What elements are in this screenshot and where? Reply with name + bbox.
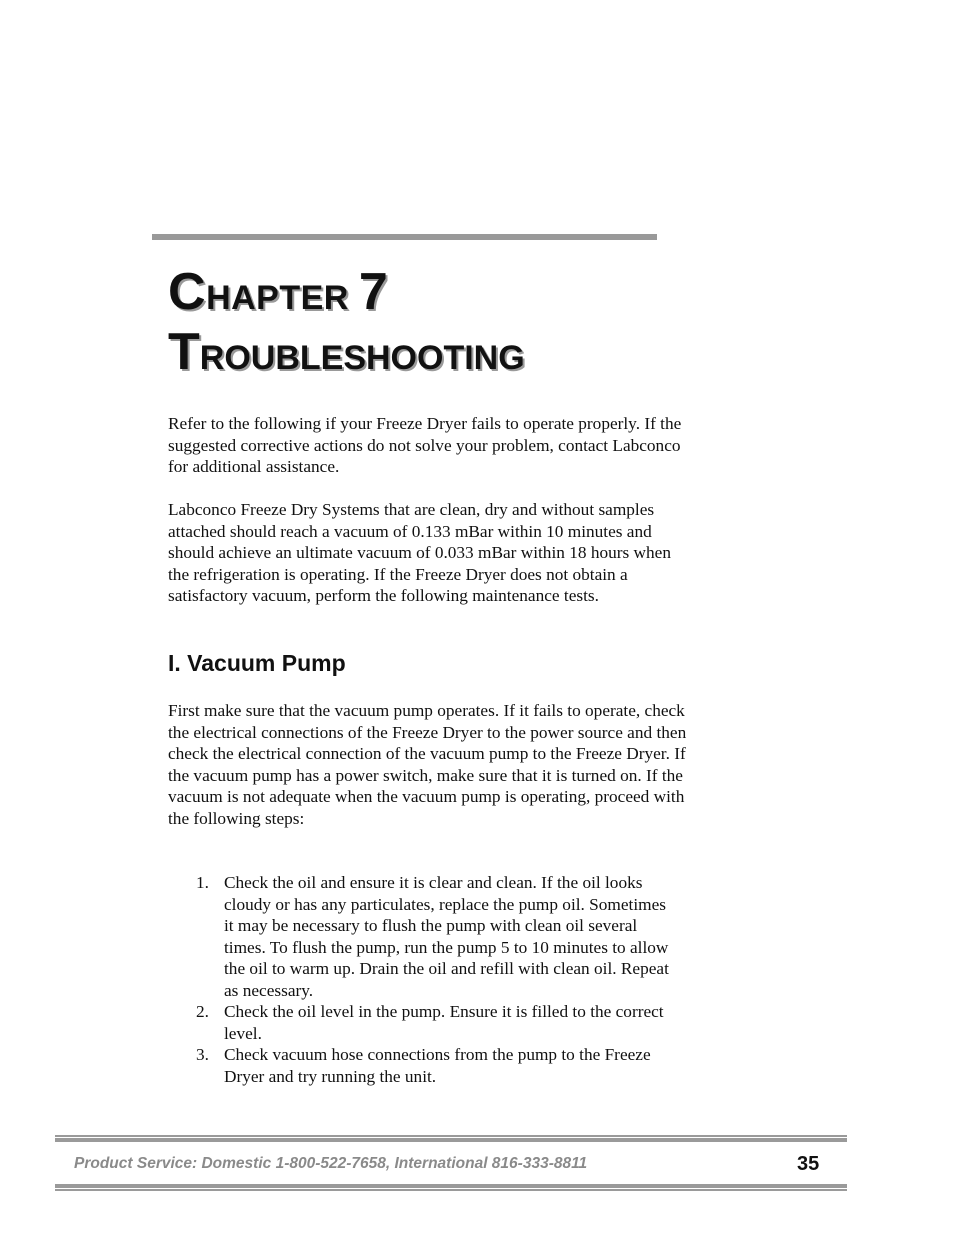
step-text: Check vacuum hose connections from the pump to the Freeze Dryer and try running the unit. [224, 1045, 651, 1086]
footer-rule-top [55, 1135, 847, 1142]
chapter-title [168, 263, 525, 381]
chapter-name-line: TROUBLESHOOTING [168, 323, 525, 381]
page-number: 35 [797, 1153, 820, 1175]
vacuum-spec-paragraph: Labconco Freeze Dry Systems that are clean, dry and without samples attached should reach a vacuum of 0.133 mBar within 10 minutes and should achieve an ultimate vacuum of 0.033 mBar within 18 hours when the refrigeration is operating. If the Freeze Dryer does not obtain a satisfactory vacuum, perform the following maintenance tests. [168, 500, 671, 605]
steps-list [196, 872, 676, 1087]
step-number: 1. [196, 873, 209, 892]
pump-check-paragraph: First make sure that the vacuum pump operates. If it fails to operate, check the electrical connections of the Freeze Dryer to the power source and then check the electrical connection of the vacuum pump to the Freeze Dryer. If the vacuum pump has a power switch, make sure that it is turned on. If the vacuum is not adequate when the vacuum pump is operating, proceed with the following steps: [168, 701, 687, 828]
section-heading: I. Vacuum Pump [168, 650, 346, 676]
list-item [196, 1001, 676, 1044]
intro-paragraph: Refer to the following if your Freeze Dryer fails to operate properly. If the suggested corrective actions do not solve your problem, contact Labconco for additional assistance. [168, 414, 682, 476]
chapter-top-rule [152, 234, 657, 240]
step-number: 3. [196, 1045, 209, 1064]
footer-service-contact: Product Service: Domestic 1-800-522-7658, International 816-333-8811 [74, 1155, 588, 1172]
step-number: 2. [196, 1002, 209, 1021]
list-item [196, 1044, 676, 1087]
chapter-number-line: CHAPTER 7 [168, 263, 389, 321]
list-item [196, 872, 676, 1001]
step-text: Check the oil level in the pump. Ensure it is filled to the correct level. [224, 1002, 664, 1043]
footer-rule-bottom [55, 1184, 847, 1191]
step-text: Check the oil and ensure it is clear and clean. If the oil looks cloudy or has any particulates, replace the pump oil. Sometimes it may be necessary to flush the pump with clean oil several times. To flush the pump, run the pump 5 to 10 minutes to allow the oil to warm up. Drain the oil and refill with clean oil. Repeat as necessary. [224, 873, 669, 1000]
